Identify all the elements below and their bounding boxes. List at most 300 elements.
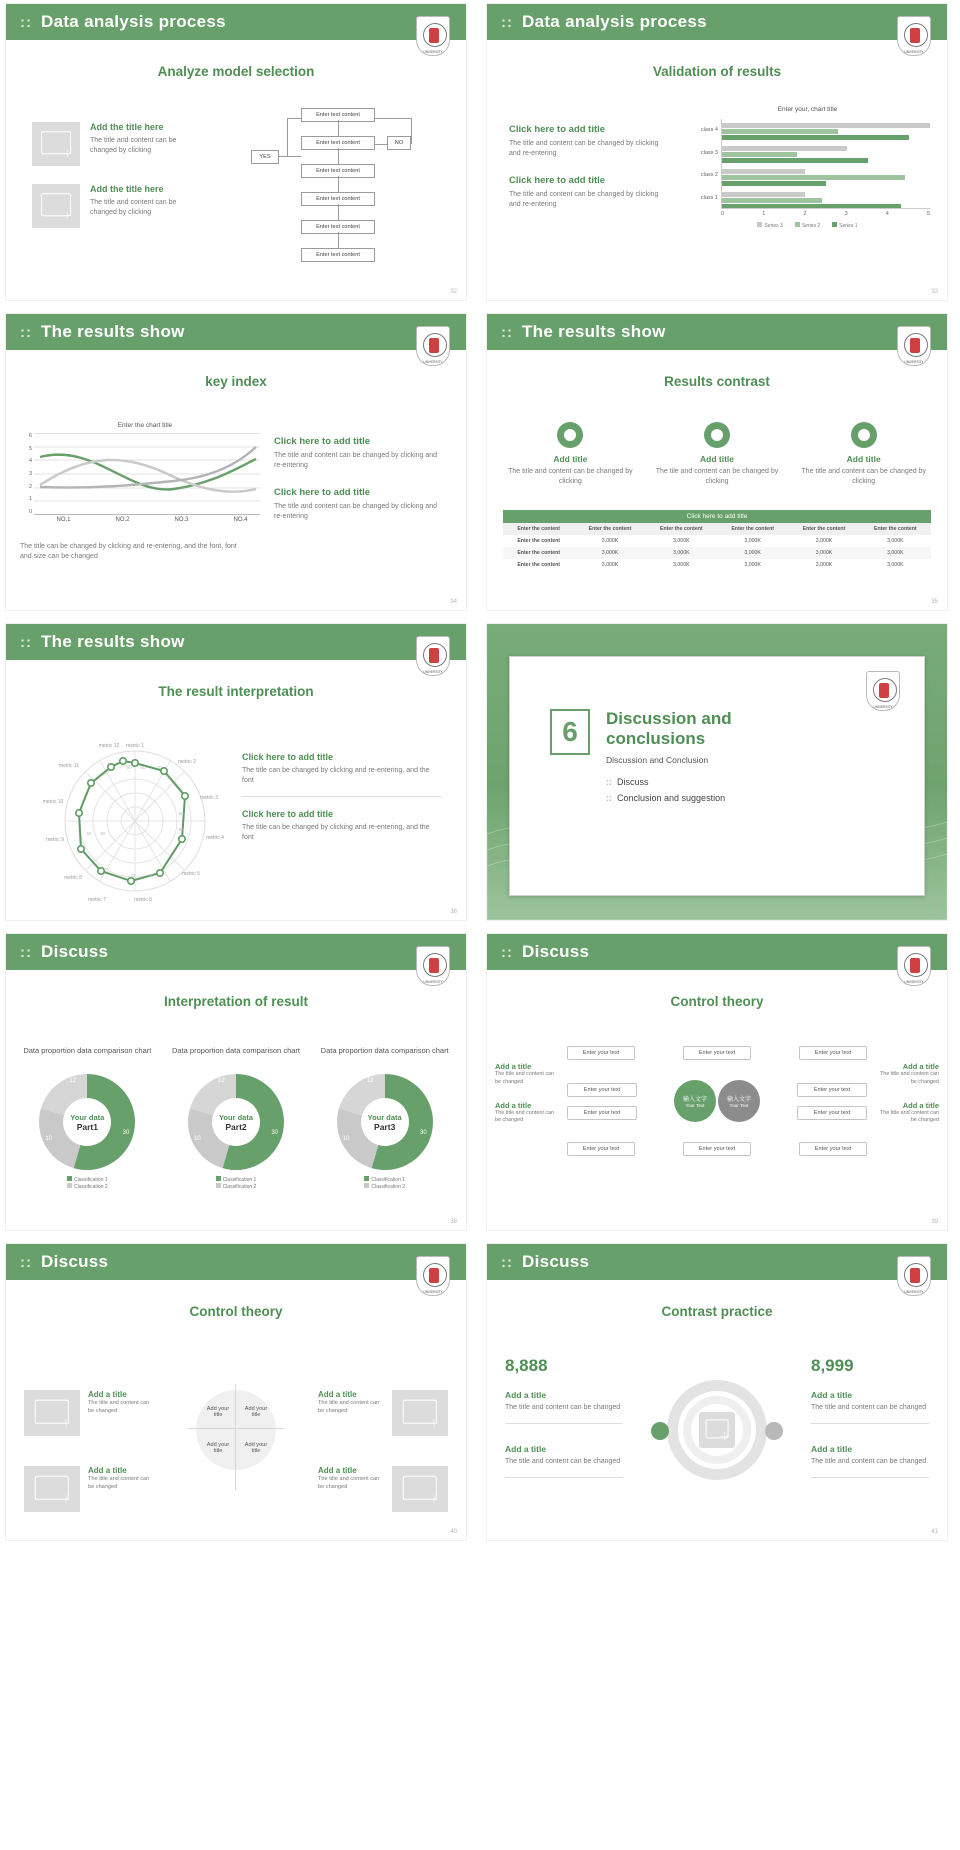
svg-text:metric 8: metric 8 xyxy=(64,875,82,881)
image-placeholder[interactable] xyxy=(392,1466,448,1512)
slide-header xyxy=(6,1244,466,1280)
image-placeholder[interactable] xyxy=(24,1390,80,1436)
right-stat: 8,999 xyxy=(811,1356,854,1375)
slide-title: Results contrast xyxy=(664,374,770,389)
slide-header xyxy=(6,314,466,350)
slide-header xyxy=(6,934,466,970)
axis-tick: NO.1 xyxy=(56,517,71,523)
item-body: The title and content can be changed xyxy=(318,1476,380,1491)
axis-tick: class 1 xyxy=(700,194,718,201)
flow-node[interactable]: Enter text content xyxy=(301,164,375,178)
item-title: Add the title here xyxy=(90,122,164,132)
image-placeholder[interactable] xyxy=(32,122,80,166)
donut-label: 30 xyxy=(122,1130,130,1136)
legend-item: Classification 1 xyxy=(74,1177,108,1183)
table-cell: 3,000K xyxy=(601,550,619,556)
donut-label: 10 xyxy=(194,1136,201,1142)
chart-title: Enter the chart title xyxy=(117,422,173,429)
result-card[interactable] xyxy=(650,422,785,487)
item-title: Add a title xyxy=(902,1100,939,1110)
svg-text:90: 90 xyxy=(126,765,132,770)
donut-card[interactable] xyxy=(165,1046,308,1190)
slide-title: Control theory xyxy=(189,1304,283,1319)
logo-label: UNIVERSITY xyxy=(423,670,443,674)
quadrant-item[interactable] xyxy=(318,1466,448,1512)
axis-tick: class 3 xyxy=(700,149,718,156)
table-cell: 3,000K xyxy=(673,538,690,544)
svg-text:metric 2: metric 2 xyxy=(178,759,196,765)
center-label: Add your title xyxy=(244,1442,268,1454)
axis-tick: 4 xyxy=(28,458,32,465)
right-items xyxy=(274,436,444,523)
table-cell: Enter the content xyxy=(517,538,560,544)
donut-chart xyxy=(188,1074,284,1170)
item-body: The title and content can be changed xyxy=(811,1404,927,1411)
svg-text:60: 60 xyxy=(100,831,106,836)
axis-tick: class 2 xyxy=(700,172,718,179)
header-title: The results show xyxy=(41,322,185,341)
diagram-box[interactable]: Enter your text xyxy=(567,1106,637,1120)
header-title: The results show xyxy=(41,632,185,651)
control-diagram xyxy=(567,1046,867,1186)
chart-title: Enter your, chart title xyxy=(777,106,838,113)
slide-37[interactable] xyxy=(487,624,947,920)
logo-label: UNIVERSITY xyxy=(423,50,443,54)
item-title: Add a title xyxy=(495,1062,532,1071)
center-label: Add your title xyxy=(206,1406,230,1418)
line-chart xyxy=(20,422,270,523)
circle-label-cn: 输入文字 xyxy=(682,1097,707,1103)
university-logo-icon xyxy=(416,636,450,676)
donut-label: 10 xyxy=(45,1136,53,1142)
table-header-cell: Enter the content xyxy=(731,526,774,532)
section-number: 6 xyxy=(550,709,590,755)
result-cards xyxy=(503,422,931,487)
right-column xyxy=(811,1356,929,1482)
radar-chart xyxy=(30,736,240,906)
slide-33[interactable] xyxy=(487,4,947,300)
slide-title: Analyze model selection xyxy=(157,64,315,79)
item-body: The title and content can be changed xyxy=(495,1071,555,1085)
item-body: The title and content can be changed xyxy=(88,1476,150,1491)
slide-title: The result interpretation xyxy=(158,684,314,699)
page-number: 37 xyxy=(931,909,938,915)
donut-card[interactable] xyxy=(313,1046,456,1190)
table-row xyxy=(503,547,931,559)
header-title: Discuss xyxy=(522,942,590,961)
item-title: Click here to add title xyxy=(274,487,371,499)
section-cover xyxy=(487,624,947,920)
svg-text:metric 3: metric 3 xyxy=(200,795,218,801)
slide-title: key index xyxy=(205,374,267,389)
legend-item: Classification 2 xyxy=(74,1184,108,1190)
slide-34[interactable] xyxy=(6,314,466,610)
donut-label: 30 xyxy=(419,1130,427,1136)
logo-label: UNIVERSITY xyxy=(904,50,924,54)
legend-item: Classification 1 xyxy=(222,1177,257,1183)
item-body: The title and content can be changed xyxy=(318,1400,380,1415)
item-body: The title and content can be changed xyxy=(505,1458,621,1466)
donut-label: 10 xyxy=(342,1136,350,1142)
item-body: The title and content can be changed by clicking and re-entering xyxy=(274,452,438,470)
header-dots-icon: :: xyxy=(501,323,513,341)
logo-label: UNIVERSITY xyxy=(904,360,924,364)
donut-center-bottom: Part1 xyxy=(76,1121,98,1132)
donut-chart xyxy=(337,1074,433,1170)
legend-item: Series 1 xyxy=(839,223,858,229)
table-cell: 3,000K xyxy=(887,562,904,568)
slide-header xyxy=(6,624,466,660)
legend-item: Series 2 xyxy=(801,223,821,229)
page-number: 33 xyxy=(931,289,938,295)
item-title: Add a title xyxy=(495,1100,532,1110)
logo-label: UNIVERSITY xyxy=(423,360,443,364)
logo-label: UNIVERSITY xyxy=(904,1290,924,1294)
circle-label-cn: 输入文字 xyxy=(726,1097,751,1103)
legend-item: Series 3 xyxy=(764,223,783,229)
header-dots-icon: :: xyxy=(501,1253,513,1271)
item-title: Add a title xyxy=(318,1390,357,1399)
person-icon xyxy=(651,1422,669,1440)
item-body: The title can be changed by clicking and re-entering, and the font xyxy=(242,824,430,842)
flow-yes-label: YES xyxy=(251,150,279,164)
table-cell: 3,000K xyxy=(601,562,619,568)
item-title: Click here to add title xyxy=(274,436,371,447)
result-card[interactable] xyxy=(796,422,931,487)
section-title: Discussion and conclusions xyxy=(606,709,732,748)
item-body: The title and content can be changed xyxy=(88,1400,150,1415)
axis-tick: NO.2 xyxy=(115,517,130,523)
svg-text:50: 50 xyxy=(86,831,92,836)
flow-no-label: NO xyxy=(387,136,411,150)
bullet-dots-icon: :: xyxy=(606,793,612,804)
page-number: 34 xyxy=(450,599,457,605)
svg-text:60: 60 xyxy=(148,873,154,878)
center-label: Add your title xyxy=(206,1442,230,1454)
svg-text:80: 80 xyxy=(178,827,184,832)
diagram-box[interactable]: Enter your text xyxy=(567,1142,635,1156)
legend-item: Classification 1 xyxy=(371,1177,405,1183)
svg-text:metric 5: metric 5 xyxy=(182,871,200,877)
donut-label: 12 xyxy=(218,1078,225,1084)
item-title: Add a title xyxy=(505,1444,547,1455)
section-bullet xyxy=(606,793,806,803)
image-placeholder[interactable] xyxy=(699,1412,735,1448)
axis-tick: 4 xyxy=(885,211,889,217)
item-body: The title and content can be changed xyxy=(495,1109,555,1124)
logo-label: UNIVERSITY xyxy=(904,980,924,984)
slide-header xyxy=(487,934,947,970)
quadrant-item[interactable] xyxy=(24,1466,154,1512)
university-logo-icon xyxy=(416,1256,450,1296)
table-row xyxy=(503,559,931,571)
circle-icon xyxy=(704,422,730,448)
results-table[interactable] xyxy=(503,510,931,571)
item-title: Add a title xyxy=(505,1390,547,1400)
center-quadrant-graphic xyxy=(188,1384,284,1490)
flow-node[interactable]: Enter text content xyxy=(301,108,375,122)
donut-group xyxy=(16,1046,456,1190)
university-logo-icon xyxy=(416,326,450,366)
card-body: The title and content can be changed by clicking xyxy=(508,468,633,486)
header-title: Discuss xyxy=(522,1252,590,1271)
university-logo-icon xyxy=(866,671,900,711)
slide-32[interactable] xyxy=(6,4,466,300)
item-title: Add the title here xyxy=(90,184,164,194)
item-body: The title and content can be changed by clicking and re-entering xyxy=(274,503,438,521)
axis-tick: NO.3 xyxy=(174,517,189,523)
axis-tick: NO.4 xyxy=(233,517,248,523)
bullet-label: Conclusion and suggestion xyxy=(617,793,726,804)
center-graphic xyxy=(643,1380,791,1496)
table-caption: Click here to add title xyxy=(503,510,931,523)
slide-38[interactable] xyxy=(6,934,466,1230)
item-body: The title and content can be changed by clicking and re-entering xyxy=(509,140,659,158)
bullet-label: Discuss xyxy=(617,777,649,788)
item-body: The title and content can be changed xyxy=(811,1458,927,1466)
table-cell: 3,000K xyxy=(673,562,690,568)
center-circle[interactable] xyxy=(674,1080,716,1122)
table-cell: 3,000K xyxy=(744,550,761,556)
bar-chart xyxy=(685,106,930,229)
result-card[interactable] xyxy=(503,422,638,487)
table-header-cell: Enter the content xyxy=(659,526,703,532)
diagram-box[interactable]: Enter your text xyxy=(799,1142,867,1156)
donut-caption: Data proportion data comparison chart xyxy=(23,1046,152,1055)
table-cell: 3,000K xyxy=(815,538,833,544)
axis-tick: 3 xyxy=(844,211,848,217)
university-logo-icon xyxy=(416,16,450,56)
item-title: Add a title xyxy=(811,1390,853,1400)
item-title: Click here to add title xyxy=(242,809,334,820)
left-items xyxy=(32,122,222,228)
donut-center-top: Your data xyxy=(218,1112,254,1122)
page-number: 32 xyxy=(450,289,457,295)
diagram-box[interactable]: Enter your text xyxy=(683,1046,751,1060)
table-header-cell: Enter the content xyxy=(873,526,917,532)
header-title: The results show xyxy=(522,322,666,341)
university-logo-icon xyxy=(897,16,931,56)
donut-center-top: Your data xyxy=(367,1112,402,1122)
header-title: Discuss xyxy=(41,942,109,961)
table-cell: Enter the content xyxy=(517,550,560,556)
quadrant-item[interactable] xyxy=(24,1390,154,1436)
svg-text:metric 12: metric 12 xyxy=(98,743,120,749)
item-body: The title and content can be changed xyxy=(879,1109,939,1124)
diagram-box[interactable]: Enter your text xyxy=(567,1046,635,1060)
chart-footnote: The title can be changed by clicking and re-entering, and the font, font and size can be changed xyxy=(20,543,237,561)
card-title: Add title xyxy=(553,454,588,464)
table-cell: 3,000K xyxy=(744,562,761,568)
svg-text:80: 80 xyxy=(140,765,146,770)
header-dots-icon: :: xyxy=(20,633,32,651)
item-body: The title and content can be changed xyxy=(505,1404,621,1411)
item-title: Add a title xyxy=(88,1466,127,1475)
legend-item: Classification 2 xyxy=(222,1184,257,1190)
center-circle[interactable] xyxy=(718,1080,760,1122)
svg-text:metric 7: metric 7 xyxy=(88,897,106,903)
axis-tick: 5 xyxy=(926,211,930,217)
slide-40[interactable] xyxy=(6,1244,466,1540)
slide-header xyxy=(487,4,947,40)
donut-caption: Data proportion data comparison chart xyxy=(320,1046,449,1055)
quadrant-item[interactable] xyxy=(318,1390,448,1436)
card-body: The title and content can be changed by clicking xyxy=(801,468,926,486)
item-title: Add a title xyxy=(318,1466,357,1475)
header-title: Data analysis process xyxy=(522,12,707,31)
donut-label: 12 xyxy=(69,1078,77,1084)
bullet-dots-icon: :: xyxy=(606,777,612,788)
diagram-box[interactable]: Enter your text xyxy=(799,1046,867,1060)
donut-label: 30 xyxy=(271,1130,278,1136)
page-number: 36 xyxy=(450,909,457,915)
flowchart xyxy=(251,108,451,273)
card-title: Add title xyxy=(846,454,881,464)
table-cell: 3,000K xyxy=(815,550,833,556)
circle-label-en: Your Text xyxy=(729,1103,749,1108)
header-dots-icon: :: xyxy=(501,943,513,961)
svg-text:metric 1: metric 1 xyxy=(126,743,144,749)
card-body: The tile and content can be changed by clicking xyxy=(655,468,779,486)
axis-tick: 2 xyxy=(28,483,32,490)
slide-39[interactable] xyxy=(487,934,947,1230)
item-body: The title and content can be changed xyxy=(879,1071,939,1085)
header-dots-icon: :: xyxy=(20,943,32,961)
person-icon xyxy=(765,1422,783,1440)
slide-36[interactable] xyxy=(6,624,466,920)
left-items xyxy=(495,1062,561,1125)
header-dots-icon: :: xyxy=(20,1253,32,1271)
item-title: Add a title xyxy=(811,1444,853,1455)
header-dots-icon: :: xyxy=(20,13,32,31)
university-logo-icon xyxy=(897,946,931,986)
circle-icon xyxy=(557,422,583,448)
left-items xyxy=(509,124,669,211)
table-header-cell: Enter the content xyxy=(588,526,632,532)
donut-center-bottom: Part2 xyxy=(225,1121,247,1132)
right-items xyxy=(242,752,442,844)
flow-node[interactable]: Enter text content xyxy=(301,136,375,150)
slide-header xyxy=(487,314,947,350)
table-cell: 3,000K xyxy=(887,538,904,544)
item-body: The title and content can be changed by clicking xyxy=(90,199,177,217)
svg-text:metric 11: metric 11 xyxy=(58,763,80,769)
svg-text:70: 70 xyxy=(156,765,162,770)
image-placeholder[interactable] xyxy=(392,1390,448,1436)
item-title: Click here to add title xyxy=(509,175,606,187)
section-bullet xyxy=(606,777,806,787)
logo-label: UNIVERSITY xyxy=(423,980,443,984)
image-placeholder[interactable] xyxy=(24,1466,80,1512)
donut-center-bottom: Part3 xyxy=(374,1121,396,1132)
legend-item: Classification 2 xyxy=(371,1184,405,1190)
table-cell: 3,000K xyxy=(815,562,833,568)
donut-caption: Data proportion data comparison chart xyxy=(172,1046,300,1055)
circle-icon xyxy=(851,422,877,448)
svg-text:70: 70 xyxy=(130,873,136,878)
axis-tick: 6 xyxy=(28,433,32,439)
center-label: Add your title xyxy=(244,1406,268,1418)
flow-node[interactable]: Enter text content xyxy=(301,192,375,206)
slide-title: Interpretation of result xyxy=(163,994,308,1009)
chart-legend xyxy=(685,222,930,229)
page-number: 38 xyxy=(450,1219,457,1225)
left-column xyxy=(505,1356,623,1482)
page-number: 40 xyxy=(450,1529,457,1535)
axis-tick: 1 xyxy=(28,496,32,503)
axis-tick: 0 xyxy=(721,211,725,217)
svg-text:90: 90 xyxy=(178,811,184,816)
svg-text:metric 6: metric 6 xyxy=(134,897,152,903)
item-body: The title and content can be changed by clicking and re-entering xyxy=(509,191,659,209)
table-cell: 3,000K xyxy=(601,538,619,544)
item-body: The title and content can be changed by clicking xyxy=(90,137,177,155)
page-number: 35 xyxy=(931,599,938,605)
page-number: 41 xyxy=(931,1529,938,1535)
item-body: The title can be changed by clicking and re-entering, and the font xyxy=(242,767,430,785)
table-cell: Enter the content xyxy=(517,562,560,568)
header-dots-icon: :: xyxy=(20,323,32,341)
item-title: Add a title xyxy=(88,1390,127,1399)
section-subtitle: Discussion and Conclusion xyxy=(606,755,709,766)
diagram-box[interactable]: Enter your text xyxy=(797,1106,867,1120)
circle-label-en: Your Text xyxy=(685,1103,705,1108)
axis-tick: class 4 xyxy=(700,127,718,134)
item-title: Click here to add title xyxy=(242,752,334,762)
diagram-box[interactable]: Enter your text xyxy=(683,1142,751,1156)
logo-label: UNIVERSITY xyxy=(423,1290,443,1294)
image-placeholder[interactable] xyxy=(32,184,80,228)
axis-tick: 1 xyxy=(762,211,766,217)
logo-label: UNIVERSITY xyxy=(873,705,893,709)
axis-tick: 0 xyxy=(28,508,32,515)
donut-card[interactable] xyxy=(16,1046,159,1190)
table-header-cell: Enter the content xyxy=(517,526,560,532)
diagram-box[interactable]: Enter your text xyxy=(797,1083,867,1097)
donut-chart xyxy=(39,1074,135,1170)
diagram-box[interactable]: Enter your text xyxy=(567,1083,637,1097)
svg-text:metric 10: metric 10 xyxy=(42,799,64,805)
cover-card xyxy=(509,656,925,896)
donut-center-top: Your data xyxy=(70,1112,105,1122)
header-title: Discuss xyxy=(41,1252,109,1271)
axis-tick: 2 xyxy=(803,211,807,217)
right-items xyxy=(873,1062,939,1125)
university-logo-icon xyxy=(897,1256,931,1296)
table-row xyxy=(503,535,931,547)
page-number: 39 xyxy=(931,1219,938,1225)
svg-text:metric 9: metric 9 xyxy=(46,837,64,843)
slide-35[interactable] xyxy=(487,314,947,610)
table-header-row xyxy=(503,523,931,535)
slide-title: Validation of results xyxy=(652,64,782,79)
slide-41[interactable] xyxy=(487,1244,947,1540)
axis-tick: 3 xyxy=(28,470,32,477)
slide-header xyxy=(487,1244,947,1280)
line-chart-svg xyxy=(34,433,260,515)
flow-node[interactable]: Enter text content xyxy=(301,220,375,234)
flow-node[interactable]: Enter text content xyxy=(301,248,375,262)
header-dots-icon: :: xyxy=(501,13,513,31)
axis-tick: 5 xyxy=(28,445,32,452)
header-title: Data analysis process xyxy=(41,12,226,31)
slide-header xyxy=(6,4,466,40)
left-stat: 8,888 xyxy=(505,1356,548,1375)
slide-title: Contrast practice xyxy=(661,1304,773,1319)
university-logo-icon xyxy=(897,326,931,366)
table-header-cell: Enter the content xyxy=(802,526,846,532)
item-title: Add a title xyxy=(902,1062,939,1071)
